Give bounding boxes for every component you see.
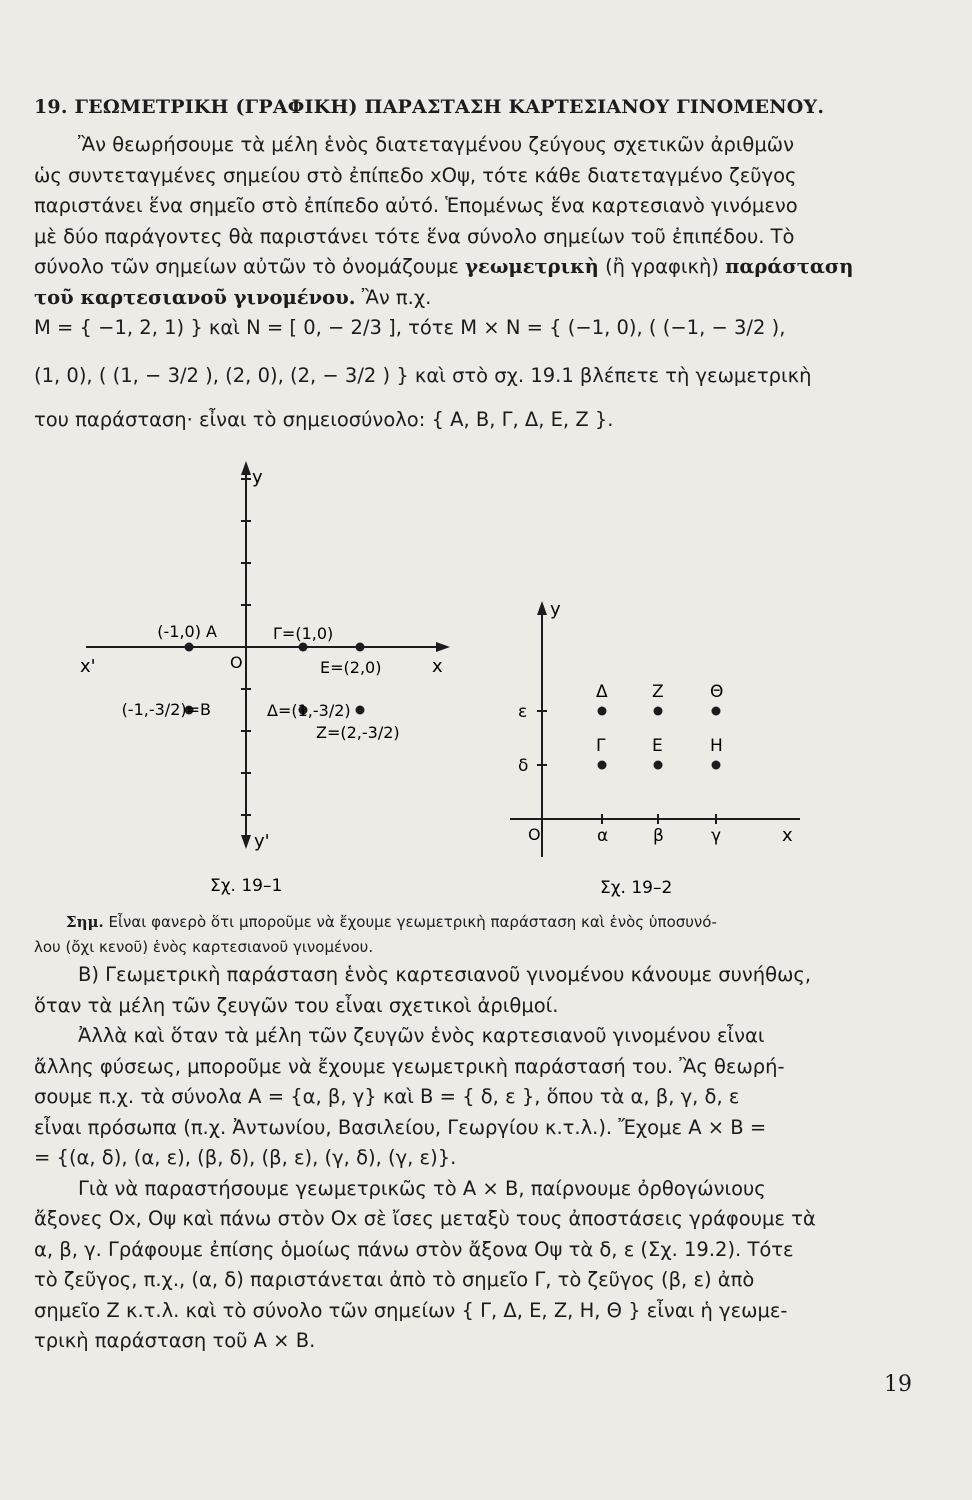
x-axis-label: x	[432, 656, 443, 677]
y-axis-arrow	[537, 601, 547, 615]
point-label: Θ	[710, 682, 724, 702]
note-line	[34, 910, 940, 935]
body-line: Ἀλλὰ καὶ ὅταν τὰ μέλη τῶν ζευγῶν ἑνὸς καρτεσιανοῦ γινομένου εἶναι	[78, 1024, 765, 1047]
note-line: λου (ὄχι κενοῦ) ἑνὸς καρτεσιανοῦ γινομένου.	[34, 938, 374, 956]
point-label: Z=(2,-3/2)	[316, 723, 400, 742]
point-label: H	[710, 736, 723, 756]
term-cartesian-product: τοῦ καρτεσιανοῦ γινομένου.	[34, 285, 356, 309]
body-line: = {(α, δ), (α, ε), (β, δ), (β, ε), (γ, δ), (γ, ε)}.	[34, 1146, 457, 1169]
origin-label: O	[528, 825, 541, 844]
body-line: σημεῖο Z κ.τ.λ. καὶ τὸ σύνολο τῶν σημείων { Γ, Δ, E, Z, H, Θ } εἶναι ἡ γεωμε-	[34, 1298, 788, 1322]
point-marker	[185, 643, 194, 652]
point-marker	[712, 761, 721, 770]
note-label: Σημ.	[66, 913, 104, 931]
page-number: 19	[884, 1372, 912, 1397]
figure-19-2	[500, 595, 810, 900]
point-label: E=(2,0)	[320, 658, 382, 677]
y-neg-axis-label: y'	[254, 831, 270, 852]
point-marker	[356, 643, 365, 652]
figure-19-1	[60, 455, 480, 896]
intro-text: σύνολο τῶν σημείων αὐτῶν τὸ ὀνομάζουμε	[34, 255, 466, 278]
point-marker	[654, 707, 663, 716]
y-tick-label: ε	[518, 702, 528, 722]
x-tick-label: α	[597, 826, 609, 846]
intro-line	[34, 283, 940, 314]
example-line-3: του παράσταση· εἶναι τὸ σημειοσύνολο: { A, B, Γ, Δ, E, Z }.	[34, 408, 614, 431]
intro-paragraph	[34, 130, 940, 313]
body-line: ὅταν τὰ μέλη τῶν ζευγῶν του εἶναι σχετικοὶ ἀριθμοί.	[34, 993, 559, 1017]
intro-line	[34, 252, 940, 283]
figure-19-2-ticks	[518, 702, 721, 846]
point-marker	[356, 706, 365, 715]
body-line: B) Γεωμετρικὴ παράσταση ἑνὸς καρτεσιανοῦ γινομένου κάνουμε συνήθως,	[78, 963, 812, 986]
x-axis-arrow	[436, 642, 450, 652]
figure-19-2-points	[596, 682, 723, 770]
point-label: (-1,-3/2)=B	[121, 700, 211, 719]
x-tick-label: β	[653, 826, 664, 846]
term-representation: παράσταση	[725, 255, 854, 278]
body-line: α, β, γ. Γράφουμε ἐπίσης ὁμοίως πάνω στὸν ἄξονα Oψ τὰ δ, ε (Σχ. 19.2). Τότε	[34, 1237, 794, 1261]
point-marker	[712, 707, 721, 716]
point-marker	[598, 761, 607, 770]
x-neg-axis-label: x'	[80, 656, 96, 677]
figure-19-1-points	[122, 622, 400, 742]
note-text: Εἶναι φανερὸ ὅτι μποροῦμε νὰ ἔχουμε γεωμετρικὴ παράσταση καὶ ἑνὸς ὑποσυνό-	[103, 913, 717, 931]
y-axis-label: y	[550, 599, 561, 620]
body-line: ἄλλης φύσεως, μποροῦμε νὰ ἔχουμε γεωμετρικὴ παράστασή του. Ἂς θεωρή-	[34, 1054, 785, 1078]
y-axis-arrow-down	[241, 835, 251, 849]
body-line: σουμε π.χ. τὰ σύνολα A = {α, β, γ} καὶ B = { δ, ε }, ὅπου τὰ α, β, γ, δ, ε	[34, 1085, 740, 1108]
body-line: ἄξονες Ox, Oψ καὶ πάνω στὸν Ox σὲ ἴσες μεταξὺ τους ἀποστάσεις γράφουμε τὰ	[34, 1207, 816, 1230]
point-label: E	[652, 736, 663, 756]
point-label: Z	[652, 682, 664, 702]
figure-19-1-caption: Σχ. 19–1	[210, 876, 283, 896]
x-tick-label: γ	[711, 826, 722, 846]
body-line: εἶναι πρόσωπα (π.χ. Ἀντωνίου, Βασιλείου, Γεωργίου κ.τ.λ.). Ἔχομε A × B =	[34, 1115, 767, 1139]
point-label: Γ=(1,0)	[273, 624, 334, 643]
y-axis-label: y	[252, 467, 263, 488]
intro-line: Ἂν θεωρήσουμε τὰ μέλη ἑνὸς διατεταγμένου ζεύγους σχετικῶν ἀριθμῶν	[78, 133, 794, 156]
body-line: Γιὰ νὰ παραστήσουμε γεωμετρικῶς τὸ A × B, παίρνουμε ὀρθογώνιους	[78, 1176, 766, 1200]
part-b-paragraph	[34, 960, 940, 1357]
x-axis-label: x	[782, 825, 793, 846]
body-line: τρικὴ παράσταση τοῦ A × B.	[34, 1329, 316, 1352]
intro-text: (ἢ γραφικὴ)	[598, 255, 726, 278]
note-paragraph	[34, 910, 940, 960]
point-label: Δ=(1,-3/2)	[267, 701, 351, 720]
body-line: τὸ ζεῦγος, π.χ., (α, δ) παριστάνεται ἀπὸ τὸ σημεῖο Γ, τὸ ζεῦγος (β, ε) ἀπὸ	[34, 1268, 755, 1291]
point-label: (-1,0) A	[157, 622, 217, 641]
y-axis-arrow-up	[241, 461, 251, 475]
section-heading: 19. ΓΕΩΜΕΤΡΙΚΗ (ΓΡΑΦΙΚΗ) ΠΑΡΑΣΤΑΣΗ ΚΑΡΤΕΣΙΑΝΟΥ ΓΙΝΟΜΕΝΟΥ.	[34, 96, 825, 118]
intro-line: ὡς συντεταγμένες σημείου στὸ ἐπίπεδο xOψ, τότε κάθε διατεταγμένο ζεῦγος	[34, 163, 797, 187]
point-label: Δ	[596, 682, 608, 702]
point-marker	[598, 707, 607, 716]
term-geometric: γεωμετρικὴ	[465, 255, 599, 278]
figure-19-2-caption: Σχ. 19–2	[600, 878, 673, 898]
example-line-1: M = { −1, 2, 1) } καὶ N = [ 0, − 2/3 ], τότε M × N = { (−1, 0), ( (−1, − 3/2 ),	[34, 316, 786, 339]
intro-line: μὲ δύο παράγοντες θὰ παριστάνει τότε ἕνα σύνολο σημείων τοῦ ἐπιπέδου. Τὸ	[34, 224, 795, 248]
point-marker	[299, 643, 308, 652]
origin-label: O	[230, 653, 243, 672]
example-line-2: (1, 0), ( (1, − 3/2 ), (2, 0), (2, − 3/2 ) } καὶ στὸ σχ. 19.1 βλέπετε τὴ γεωμετρικὴ	[34, 364, 812, 387]
point-marker	[654, 761, 663, 770]
intro-line: παριστάνει ἕνα σημεῖο στὸ ἐπίπεδο αὐτό. Ἑπομένως ἕνα καρτεσιανὸ γινόμενο	[34, 194, 798, 217]
y-tick-label: δ	[518, 756, 529, 776]
point-label: Γ	[596, 736, 606, 756]
intro-text: Ἂν π.χ.	[355, 285, 432, 309]
